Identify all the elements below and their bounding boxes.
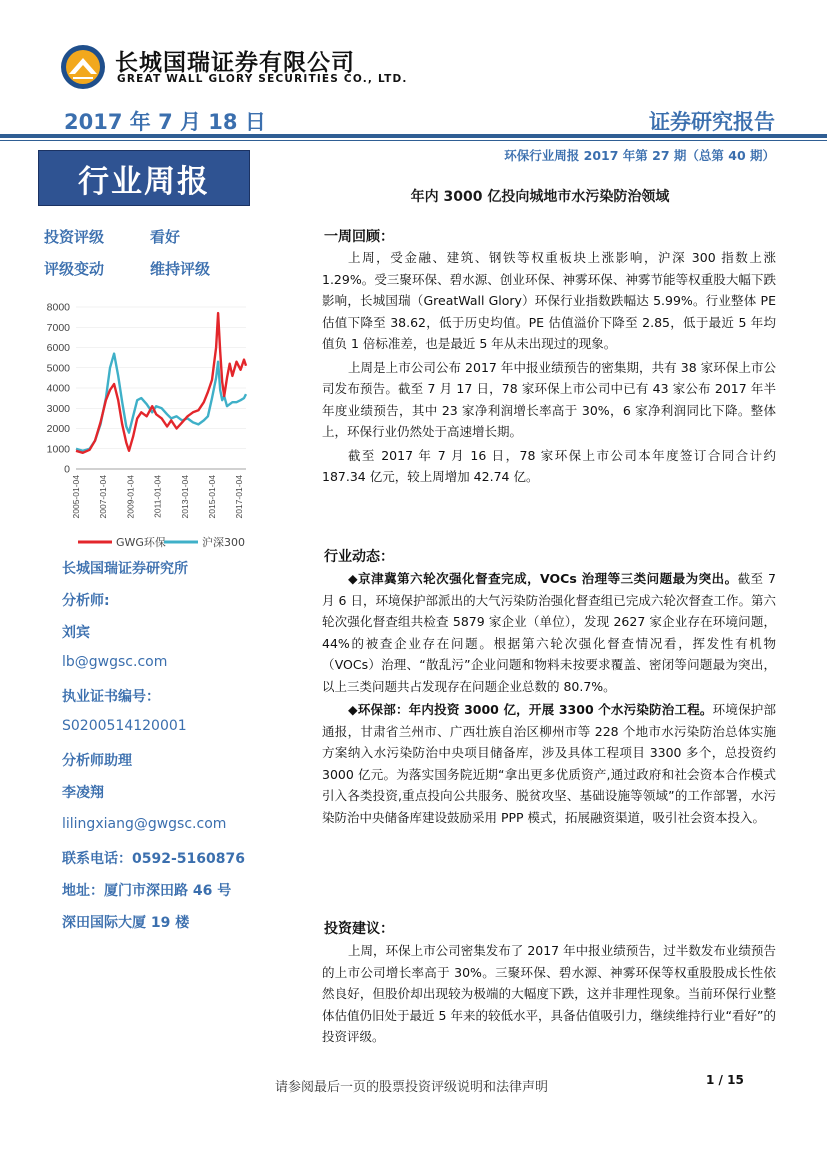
legend-label: 沪深300 <box>202 536 245 549</box>
paragraph: 上周，环保上市公司密集发布了 2017 年中报业绩预告，过半数发布业绩预告的上市公司增长率高于 30%。三聚环保、碧水源、神雾环保等权重股股成长性依然良好，但股价却出现较为极端的大幅度下跌，这并非理性现象。当前环保行业整体估值仍旧处于最近 5 年来的较低水平，具备估值吸引力，继续维持行业“看好”的投资评级。 <box>322 943 776 1044</box>
news-headline: ◆京津冀第六轮次强化督查完成，VOCs 治理等三类问题最为突出。 <box>348 571 738 586</box>
header-divider-thin <box>0 140 827 141</box>
address-line-2: 深田国际大厦 19 楼 <box>62 915 190 931</box>
contact-phone: 联系电话：0592-5160876 <box>62 851 245 867</box>
y-tick-label: 5000 <box>46 362 70 375</box>
cert-label: 执业证书编号： <box>62 689 160 705</box>
y-tick-label: 4000 <box>46 382 70 395</box>
section-heading-industry-news: 行业动态： <box>324 549 394 565</box>
y-tick-label: 8000 <box>46 301 70 314</box>
rating-label: 投资评级 <box>44 228 105 246</box>
issue-number: 环保行业周报 2017 年第 27 期（总第 40 期） <box>504 148 775 163</box>
x-tick-label: 2009-01-04 <box>125 475 136 519</box>
analyst-email[interactable]: lb@gwgsc.com <box>62 654 168 670</box>
x-tick-label: 2013-01-04 <box>179 475 190 519</box>
assistant-name: 李凌翔 <box>62 785 104 801</box>
footer-disclaimer: 请参阅最后一页的股票投资评级说明和法律声明 <box>275 1080 549 1095</box>
news-headline: ◆环保部：年内投资 3000 亿，开展 3300 个水污染防治工程。 <box>348 702 713 717</box>
paragraph: 上周，受金融、建筑、钢铁等权重板块上涨影响，沪深 300 指数上涨 1.29%。受三聚环保、碧水源、创业环保、神雾环保、神雾节能等权重股大幅下跌影响，长城国瑞（GreatWall Glory）环保行业指数跌幅达 5.99%。行业整体 PE 估值下降至 38.62，低于历史均值。PE 估值溢价下降至 2.85，低于最近 5 年均值负 1 倍标准差，也是最近 5 年从未出现过的现象。 <box>322 250 776 351</box>
analyst-label: 分析师: <box>62 593 110 609</box>
x-tick-label: 2007-01-04 <box>98 475 109 519</box>
assistant-label: 分析师助理 <box>62 753 132 769</box>
cert-number: S0200514120001 <box>62 718 187 734</box>
institute-name: 长城国瑞证券研究所 <box>62 561 188 577</box>
y-tick-label: 1000 <box>46 443 70 456</box>
article-title: 年内 3000 亿投向城地市水污染防治领域 <box>410 189 670 205</box>
legend-label: GWG环保 <box>116 536 166 549</box>
report-date: 2017 年 7 月 18 日 <box>64 110 266 134</box>
y-tick-label: 0 <box>64 463 70 476</box>
company-name-cn: 长城国瑞证券有限公司 <box>115 50 355 76</box>
report-type: 证券研究报告 <box>649 110 775 134</box>
company-logo-icon <box>60 44 106 90</box>
page-number: 1 / 15 <box>706 1073 744 1087</box>
rating-change-label: 评级变动 <box>44 260 105 278</box>
industry-news-block <box>322 568 776 828</box>
section-heading-investment-advice: 投资建议： <box>324 921 394 937</box>
analyst-name: 刘宾 <box>62 625 90 641</box>
investment-advice-block <box>322 940 776 1048</box>
rating-change-value: 维持评级 <box>150 260 211 278</box>
news-body: 截至 7 月 6 日，环境保护部派出的大气污染防治强化督查组已完成六轮次督查工作。第六轮次强化督查组共检查 5879 家企业（单位），发现 2627 家企业存在环境问题，44%的被查企业存在问题。根据第六轮次强化督查情况看，挥发性有机物（VOCs）治理、“散乱污”企业问题和物料未按要求覆盖、密闭等问题最为突出，以上三类问题共占发现存在问题企业总数的 80.7%。 <box>322 571 776 694</box>
news-body: 环境保护部通报，甘肃省兰州市、广西壮族自治区柳州市等 228 个地市水污染防治总体实施方案纳入水污染防治中央项目储备库，涉及具体工程项目 3300 多个，总投资约 3000 亿元。为落实国务院近期“拿出更多优质资产,通过政府和社会资本合作模式引入各类投资,重点投向公共服务、脱贫攻坚、基础设施等领域”的工作部署，水污染防治中央储备库建设鼓励采用 PPP 模式，拓展融资渠道，吸引社会资本投入。 <box>322 702 776 825</box>
weekly-review-block <box>322 247 776 488</box>
weekly-title: 行业周报 <box>78 164 210 200</box>
rating-value: 看好 <box>150 228 181 246</box>
x-tick-label: 2015-01-04 <box>207 475 217 519</box>
y-tick-label: 3000 <box>46 402 70 415</box>
x-tick-label: 2005-01-04 <box>71 475 81 519</box>
paragraph: 截至 2017 年 7 月 16 日，78 家环保上市公司本年度签订合同合计约 187.34 亿元，较上周增加 42.74 亿。 <box>322 447 776 484</box>
section-heading-weekly-review: 一周回顾： <box>324 229 394 245</box>
company-name-en: GREAT WALL GLORY SECURITIES CO., LTD. <box>117 73 408 85</box>
y-tick-label: 7000 <box>46 321 70 334</box>
y-tick-label: 6000 <box>46 342 70 354</box>
paragraph: 上周是上市公司公布 2017 年中报业绩预告的密集期，共有 38 家环保上市公司发布预告。截至 7 月 17 日，78 家环保上市公司中已有 43 家公布 2017 年半年度业绩预告，其中 23 家净利润增长率高于 30%，6 家净利润同比下降。整体上，环保行业仍然处于高速增长期。 <box>322 359 776 439</box>
x-tick-label: 2017-01-04 <box>234 475 245 519</box>
address-line-1: 地址：厦门市深田路 46 号 <box>62 883 232 899</box>
y-tick-label: 2000 <box>46 423 70 435</box>
header-divider <box>0 134 827 138</box>
x-tick-label: 2011-01-04 <box>152 475 163 518</box>
assistant-email[interactable]: lilingxiang@gwgsc.com <box>62 816 227 832</box>
index-line-chart <box>38 295 258 555</box>
